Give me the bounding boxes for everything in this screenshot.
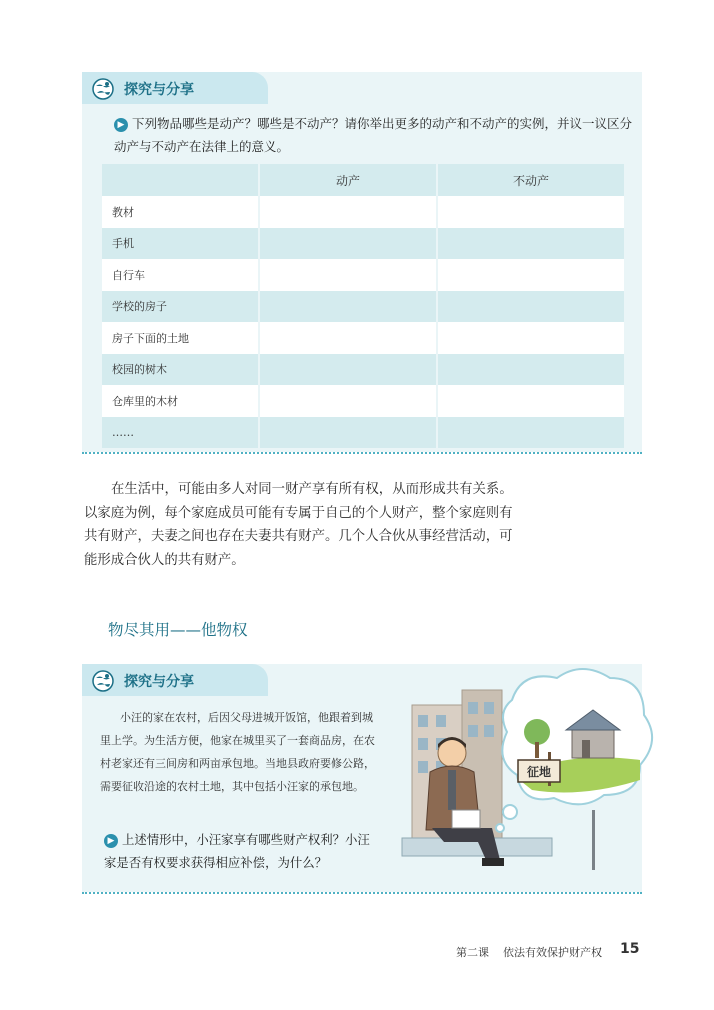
table-row [102,259,625,291]
globe-icon [92,670,114,692]
dotted-divider [82,892,642,894]
section-title: 物尽其用——他物权 [108,621,248,639]
table-cell: 仓库里的木材 [102,385,259,417]
explore-share-box-1 [82,72,642,452]
land-requisition-illustration [382,660,662,890]
globe-icon [92,78,114,100]
arrow-icon: ▶ [114,118,128,132]
question-label: 下列物品哪些是动产？哪些是不动产？请你举出更多的动产和不动产的实例，并议一议区分动产与不动产在法律上的意义。 [114,116,633,154]
box-header-title: 探究与分享 [124,82,194,98]
box-header [82,664,268,696]
table-cell: 校园的树木 [102,354,259,386]
dotted-divider [82,452,642,454]
table-header: 动产 [259,164,437,196]
table-cell: 教材 [102,196,259,228]
story-text: 小汪的家在农村，后因父母进城开饭馆，他跟着到城里上学。为生活方便，他家在城里买了一套商品房，在农村老家还有三间房和两亩承包地。当地县政府要修公路，需要征收沿途的农村土地，其中包括小汪家的承包地。 [100,711,375,793]
question-label: 上述情形中，小汪家享有哪些财产权利？小汪家是否有权要求获得相应补偿，为什么？ [104,832,370,870]
table-cell: 学校的房子 [102,291,259,323]
paragraph-text: 在生活中，可能由多人对同一财产享有所有权，从而形成共有关系。以家庭为例，每个家庭成员可能有专属于自己的个人财产，整个家庭则有共有财产，夫妻之间也存在夫妻共有财产。几个人合伙从事经营活动，可能形成合伙人的共有财产。 [84,482,513,568]
footer-lesson: 第二课 [456,946,489,959]
property-table [102,164,626,448]
table-row [102,354,625,386]
table-row [102,385,625,417]
table-header: 不动产 [437,164,625,196]
table-cell: …… [102,417,259,449]
table-row [102,322,625,354]
arrow-icon: ▶ [104,834,118,848]
box-header-title: 探究与分享 [124,674,194,690]
box-header [82,72,268,104]
table-row [102,417,625,449]
story-paragraph [100,706,382,798]
table-cell: 手机 [102,228,259,260]
table-row [102,196,625,228]
sign-label: 征地 [526,765,552,779]
body-paragraph [84,478,514,572]
question-text [104,828,382,874]
table-row [102,291,625,323]
page-number: 15 [620,941,640,957]
table-cell: 自行车 [102,259,259,291]
table-row [102,228,625,260]
question-text [114,112,634,158]
table-header [102,164,259,196]
footer-lesson-title: 依法有效保护财产权 [503,946,602,959]
table-cell: 房子下面的土地 [102,322,259,354]
